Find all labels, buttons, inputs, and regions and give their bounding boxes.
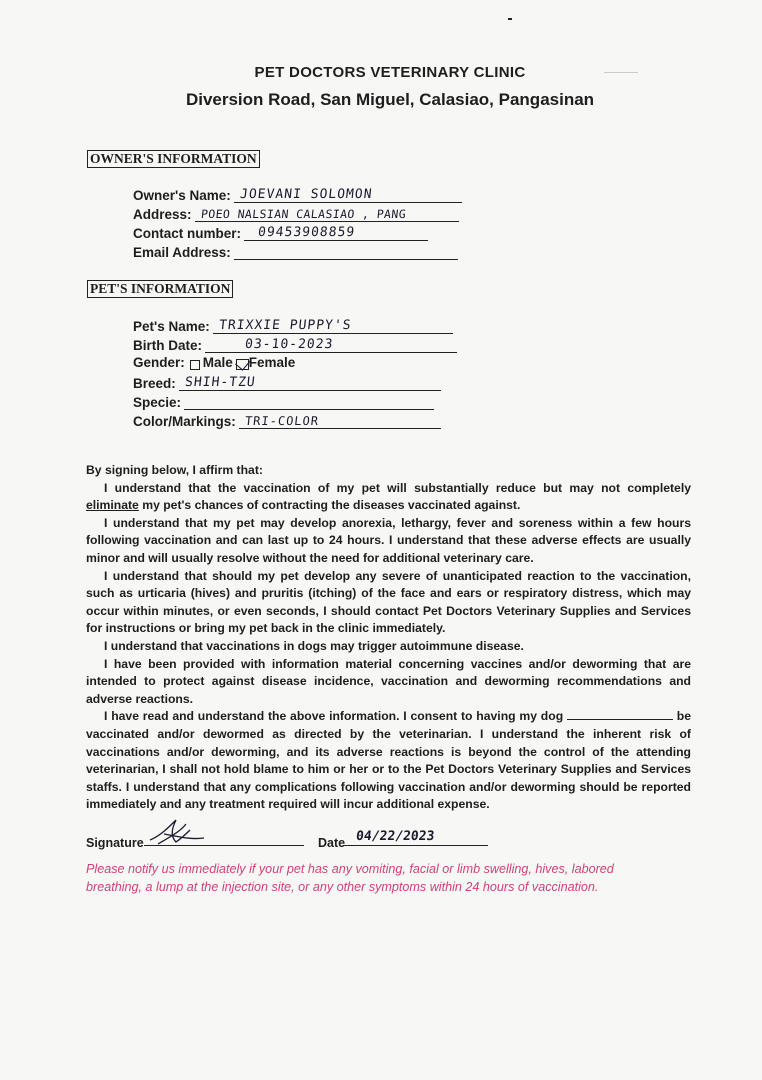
date-value: 04/22/2023 bbox=[355, 829, 436, 844]
gender-field bbox=[133, 355, 295, 370]
address-label: Address: bbox=[133, 207, 192, 222]
pet-name-field[interactable] bbox=[133, 317, 453, 334]
owner-name-label: Owner's Name: bbox=[133, 188, 231, 203]
gender-female-checkbox-checked[interactable] bbox=[236, 359, 249, 370]
email-label: Email Address: bbox=[133, 245, 231, 260]
specie-field[interactable] bbox=[133, 393, 434, 410]
consent-text bbox=[86, 462, 691, 814]
birth-date-field[interactable] bbox=[133, 336, 457, 353]
pet-name-line bbox=[213, 317, 453, 334]
specie-label: Specie: bbox=[133, 395, 182, 410]
email-field[interactable] bbox=[133, 243, 458, 260]
gender-female-label: Female bbox=[248, 355, 296, 370]
birth-date-line bbox=[205, 336, 457, 353]
consent-p5: I have been provided with information material concerning vaccines and/or deworming that are intended to protect against disease incidence, vaccination and deworming recommendations and adverse reactions. bbox=[86, 656, 691, 706]
pet-section-title: PET'S INFORMATION bbox=[87, 280, 233, 298]
consent-intro: By signing below, I affirm that: bbox=[86, 463, 263, 477]
owner-name-field[interactable] bbox=[133, 186, 462, 203]
contact-field[interactable] bbox=[133, 224, 428, 241]
color-field[interactable] bbox=[133, 412, 441, 429]
clinic-address: Diversion Road, San Miguel, Calasiao, Pangasinan bbox=[185, 90, 595, 109]
dog-name-blank[interactable] bbox=[567, 709, 673, 720]
contact-label: Contact number: bbox=[133, 226, 241, 241]
breed-value: SHIH-TZU bbox=[183, 375, 257, 390]
birth-date-value: 03-10-2023 bbox=[244, 337, 335, 352]
signature-scribble-icon bbox=[146, 814, 216, 848]
consent-p1: I understand that the vaccination of my pet will substantially reduce but may not completely eliminate my pet's chances of contracting the diseases vaccinated against. bbox=[86, 480, 691, 513]
contact-line bbox=[244, 224, 428, 241]
consent-p3: I understand that should my pet develop any severe of unanticipated reaction to the vaccination, such as urticaria (hives) and pruritis (itching) of the face and ears or respiratory distress, which may occur within minutes, or even seconds, I should contact Pet Doctors Veterinary Supplies and Services for instructions or bring my pet back in the clinic immediately. bbox=[86, 568, 691, 636]
address-line bbox=[195, 205, 459, 222]
breed-label: Breed: bbox=[133, 376, 176, 391]
post-vaccination-notice: Please notify us immediately if your pet has any vomiting, facial or limb swelling, hives, labored breathing, a lump at the injection site, or any other symptoms within 24 hours of vaccination. bbox=[86, 862, 614, 894]
consent-p2: I understand that my pet may develop anorexia, lethargy, fever and soreness within a few hours following vaccination and can last up to 24 hours. I understand that these adverse effects are usually minor and will usually resolve without the need for additional veterinary care. bbox=[86, 515, 691, 565]
color-line bbox=[239, 412, 441, 429]
breed-line bbox=[179, 374, 441, 391]
color-label: Color/Markings: bbox=[133, 414, 236, 429]
address-field[interactable] bbox=[133, 205, 459, 222]
gender-label: Gender: bbox=[133, 355, 185, 370]
address-value: POEO NALSIAN CALASIAO , PANG bbox=[199, 207, 407, 221]
signature-row bbox=[86, 820, 506, 850]
owner-name-value: JOEVANI SOLOMON bbox=[238, 187, 373, 202]
breed-field[interactable] bbox=[133, 374, 441, 391]
consent-p4: I understand that vaccinations in dogs may trigger autoimmune disease. bbox=[104, 638, 524, 653]
email-line bbox=[234, 243, 458, 260]
specie-line bbox=[184, 393, 434, 410]
owner-name-line bbox=[234, 186, 462, 203]
signature-label: Signature bbox=[86, 836, 144, 850]
speck bbox=[508, 18, 512, 20]
contact-value: 09453908859 bbox=[257, 225, 356, 240]
pet-name-label: Pet's Name: bbox=[133, 319, 210, 334]
gender-male-label: Male bbox=[202, 355, 233, 370]
consent-p6: I have read and understand the above information. I consent to having my dog be vaccinated and/or dewormed as directed by the veterinarian. I understand the inherent risk of vaccinations and/or deworming, and its adverse reactions is beyond the control of the attending veterinarian, I shall not hold blame to him or her or to the Pet Doctors Veterinary Supplies and Services staffs. I understand that any complications following vaccination and/or deworming should be reported immediately and any treatment required will incur additional expense. bbox=[86, 709, 692, 812]
date-label: Date bbox=[318, 836, 346, 850]
clinic-name: PET DOCTORS VETERINARY CLINIC bbox=[254, 64, 526, 81]
date-line[interactable] bbox=[344, 845, 488, 846]
pet-name-value: TRIXXIE PUPPY'S bbox=[217, 318, 352, 333]
birth-date-label: Birth Date: bbox=[133, 338, 203, 353]
gender-male-checkbox[interactable] bbox=[190, 360, 200, 370]
owner-section-title: OWNER'S INFORMATION bbox=[87, 150, 260, 168]
color-value: TRI-COLOR bbox=[244, 414, 320, 428]
